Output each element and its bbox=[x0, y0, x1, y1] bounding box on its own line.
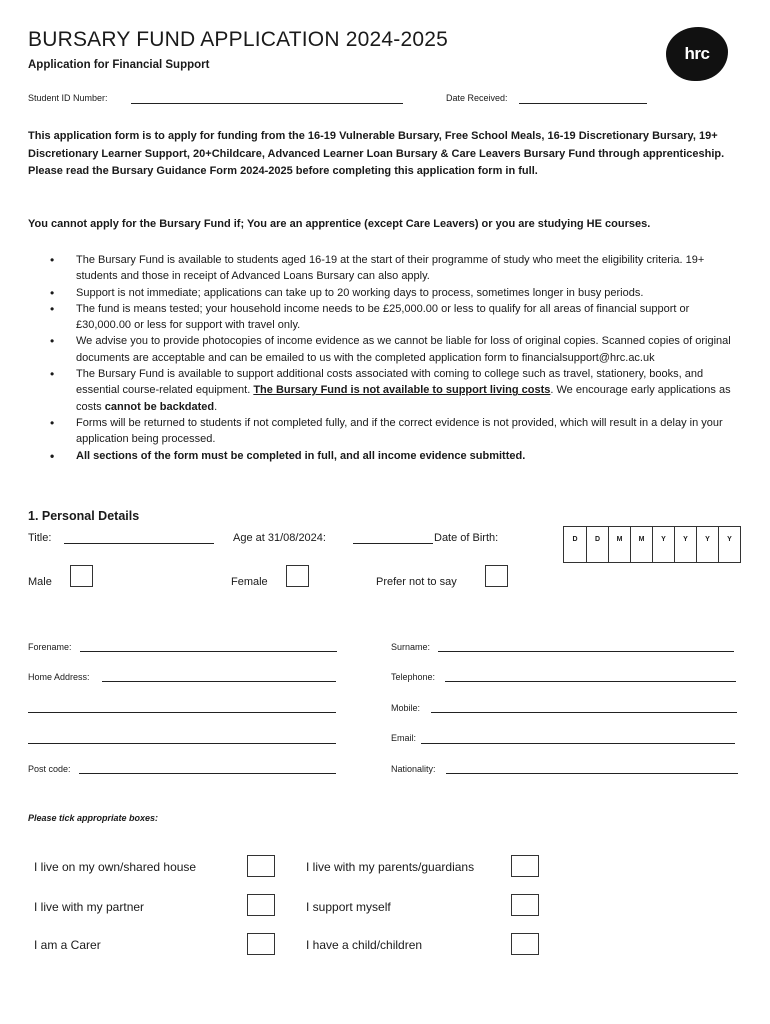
dob-label: Date of Birth: bbox=[434, 532, 499, 544]
age-field[interactable] bbox=[353, 543, 433, 544]
forename-label: Forename: bbox=[28, 642, 72, 652]
list-item bbox=[50, 366, 745, 415]
telephone-label: Telephone: bbox=[391, 672, 436, 682]
list-item: • The Bursary Fund is available to students aged 16-19 at the start of their programme of study who meet the eligibility criteria. 19+ students and those in receipt of Advanced Loans Bursary can also apply. bbox=[50, 252, 745, 285]
living-costs-note: The Bursary Fund is not available to support living costs bbox=[253, 384, 551, 397]
page-subtitle: Application for Financial Support bbox=[28, 59, 210, 71]
list-item: • All sections of the form must be completed in full, and all income evidence submitted. bbox=[50, 448, 745, 464]
student-id-field[interactable] bbox=[131, 103, 403, 104]
parents-checkbox[interactable] bbox=[511, 855, 539, 877]
list-item: • The fund is means tested; your household income needs to be £25,000.00 or less to qualify for all areas of financial support or £30,000.00 or less for support with travel only. bbox=[50, 301, 745, 334]
student-id-label: Student ID Number: bbox=[28, 93, 108, 103]
list-item: • We advise you to provide photocopies of income evidence as we cannot be liable for loss of original copies. Scanned copies of original documents are acceptable and can be emailed to us with the completed application form to financialsupport@hrc.ac.uk bbox=[50, 333, 745, 366]
mobile-field[interactable] bbox=[431, 712, 737, 713]
list-item: • Support is not immediate; applications can take up to 20 working days to process, sometimes longer in busy periods. bbox=[50, 285, 745, 301]
list-item: • Forms will be returned to students if not completed fully, and if the correct evidence is not provided, which will result in a delay in your application being processed. bbox=[50, 415, 745, 448]
intro-paragraph: This application form is to apply for funding from the 16-19 Vulnerable Bursary, Free School Meals, 16-19 Discretionary Bursary, 19+ Discretionary Learner Support, 20+Childcare, Advanced Learner Loan Bursary & Care Leavers Bursary Fund through apprenticeship. Please read the Bursary Guidance Form 2024-2025 before completing this application form in full. bbox=[28, 130, 725, 177]
title-label: Title: bbox=[28, 532, 52, 544]
partner-checkbox[interactable] bbox=[247, 894, 275, 916]
home-address-line-3[interactable] bbox=[28, 743, 336, 744]
age-label: Age at 31/08/2024: bbox=[233, 532, 326, 544]
tick-label-child: I have a child/children bbox=[306, 938, 423, 952]
tick-label-partner: I live with my partner bbox=[34, 900, 145, 914]
female-label: Female bbox=[231, 576, 268, 588]
nationality-field[interactable] bbox=[446, 773, 738, 774]
tick-label-own-shared: I live on my own/shared house bbox=[34, 860, 197, 874]
dob-boxes[interactable] bbox=[563, 526, 741, 563]
guidance-list bbox=[50, 252, 745, 464]
tick-label-parents: I live with my parents/guardians bbox=[306, 860, 475, 874]
postcode-label: Post code: bbox=[28, 764, 71, 774]
support-self-checkbox[interactable] bbox=[511, 894, 539, 916]
mobile-label: Mobile: bbox=[391, 703, 421, 713]
dob-cell[interactable]: D bbox=[572, 536, 578, 543]
page-title: BURSARY FUND APPLICATION 2024-2025 bbox=[28, 28, 448, 51]
tick-label-support-self: I support myself bbox=[306, 900, 391, 914]
dob-cell[interactable]: Y bbox=[718, 527, 740, 562]
dob-cell[interactable]: M bbox=[630, 527, 652, 562]
bullet-text: The Bursary Fund is available to support additional costs associated with coming to college such as travel, stationery, books, and essential course-related equipment. bbox=[76, 368, 704, 397]
telephone-field[interactable] bbox=[445, 681, 736, 682]
child-checkbox[interactable] bbox=[511, 933, 539, 955]
nationality-label: Nationality: bbox=[391, 764, 436, 774]
date-received-field[interactable] bbox=[519, 103, 647, 104]
male-checkbox[interactable] bbox=[70, 565, 93, 587]
surname-label: Surname: bbox=[391, 642, 431, 652]
dob-cell[interactable]: D bbox=[586, 527, 608, 562]
forename-field[interactable] bbox=[80, 651, 337, 652]
section-heading-personal: 1. Personal Details bbox=[28, 509, 140, 523]
female-checkbox[interactable] bbox=[286, 565, 309, 587]
email-label: Email: bbox=[391, 733, 417, 743]
surname-field[interactable] bbox=[438, 651, 734, 652]
title-field[interactable] bbox=[64, 543, 214, 544]
backdated-note: cannot be backdated bbox=[104, 400, 215, 413]
eligibility-warning: You cannot apply for the Bursary Fund if; You are an apprentice (except Care Leavers) or you are studying HE courses. bbox=[28, 218, 651, 230]
dob-cell[interactable]: Y bbox=[674, 527, 696, 562]
hrc-logo: hrc bbox=[666, 27, 728, 81]
dob-cell[interactable]: M bbox=[608, 527, 630, 562]
prefer-not-checkbox[interactable] bbox=[485, 565, 508, 587]
bullet-text: . bbox=[214, 400, 218, 413]
tick-instructions: Please tick appropriate boxes: bbox=[28, 813, 159, 823]
bullet-text: . We encourage early applications as costs bbox=[76, 384, 731, 413]
carer-checkbox[interactable] bbox=[247, 933, 275, 955]
male-label: Male bbox=[28, 576, 52, 588]
date-received-label: Date Received: bbox=[446, 93, 508, 103]
postcode-field[interactable] bbox=[79, 773, 336, 774]
prefer-not-label: Prefer not to say bbox=[376, 576, 457, 588]
dob-cell[interactable]: Y bbox=[696, 527, 718, 562]
tick-label-carer: I am a Carer bbox=[34, 938, 101, 952]
home-address-field[interactable] bbox=[102, 681, 336, 682]
email-field[interactable] bbox=[421, 743, 735, 744]
home-address-line-2[interactable] bbox=[28, 712, 336, 713]
dob-cell[interactable]: Y bbox=[652, 527, 674, 562]
own-shared-checkbox[interactable] bbox=[247, 855, 275, 877]
home-address-label: Home Address: bbox=[28, 672, 90, 682]
